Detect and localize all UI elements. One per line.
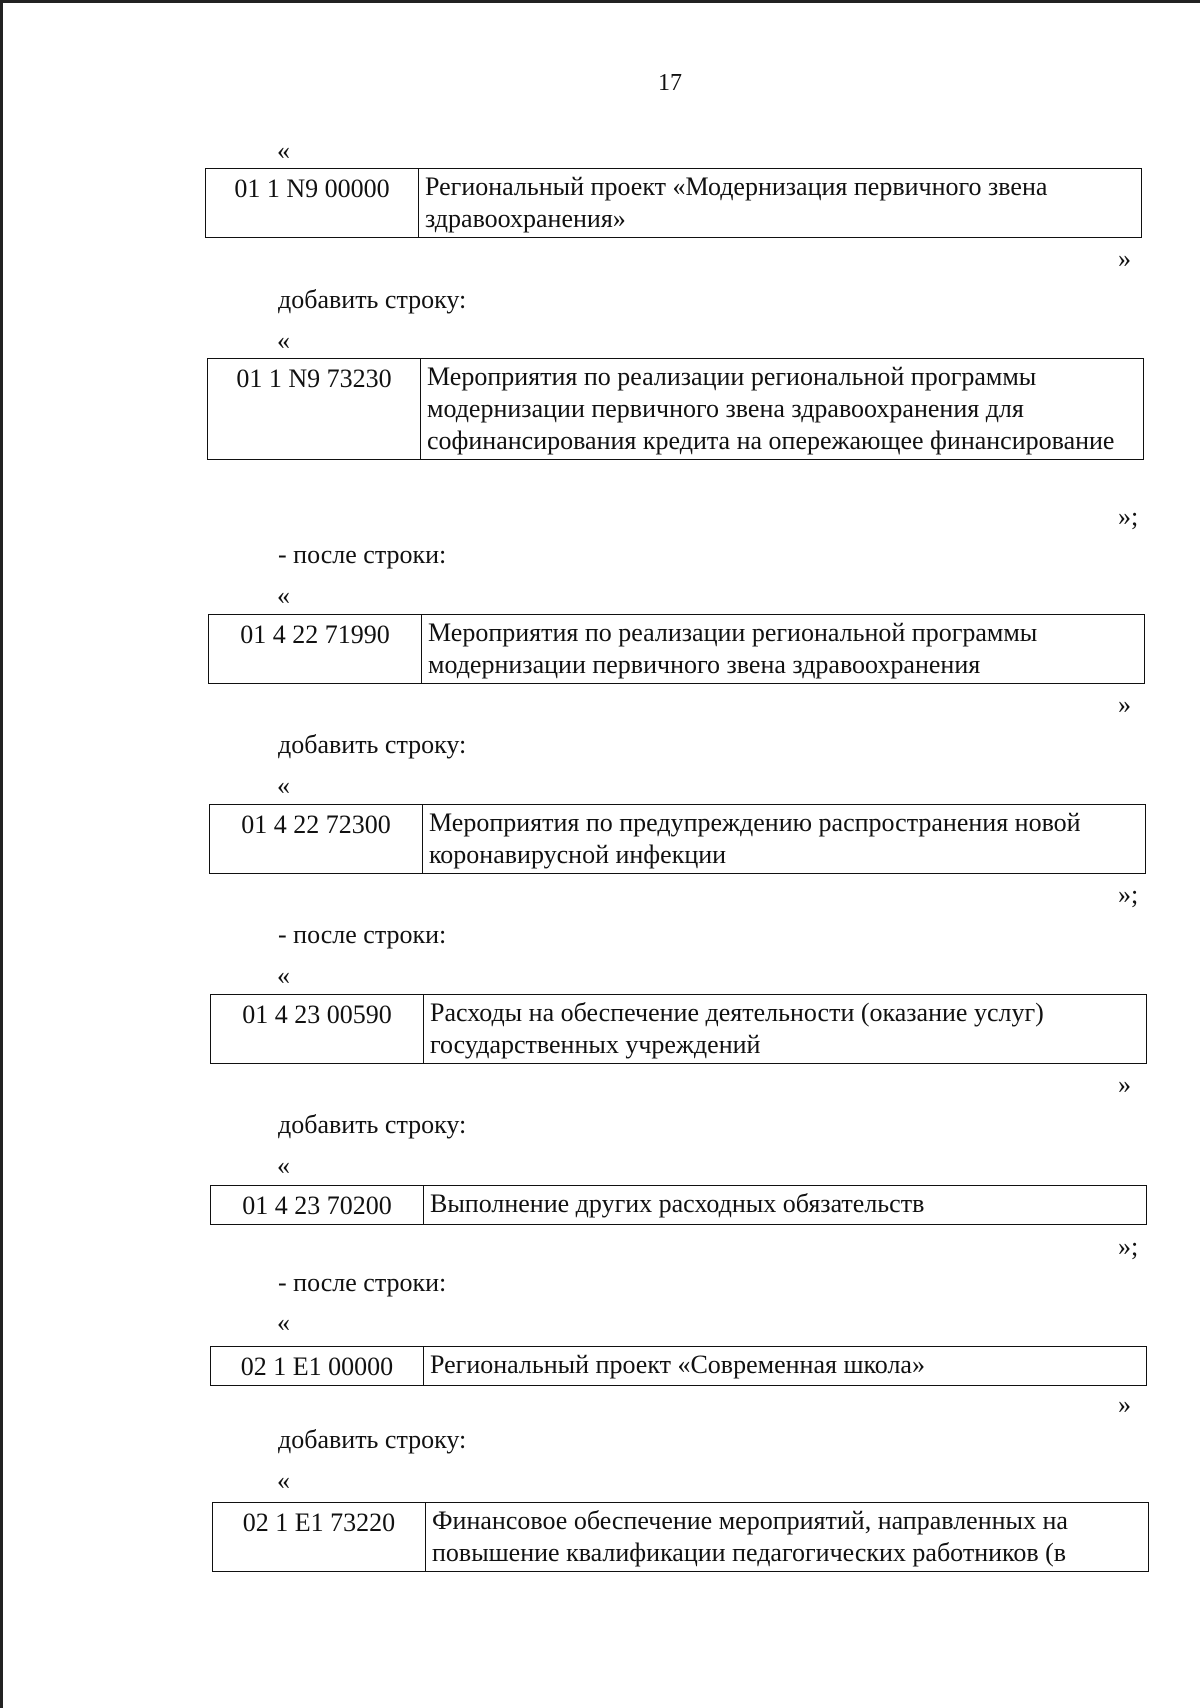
description-cell: Финансовое обеспечение мероприятий, направленных на повышение квалификации педагогических работников (в xyxy=(426,1503,1149,1572)
code-cell: 02 1 E1 00000 xyxy=(211,1347,424,1386)
code-cell: 01 4 22 72300 xyxy=(210,805,423,874)
budget-code-table xyxy=(207,358,1144,460)
description-cell: Расходы на обеспечение деятельности (оказание услуг) государственных учреждений xyxy=(424,995,1147,1064)
quote-close: »; xyxy=(1118,502,1139,531)
budget-code-table xyxy=(210,1185,1147,1225)
instruction-text: - после строки: xyxy=(278,920,447,949)
quote-open: « xyxy=(277,771,290,800)
quote-close: » xyxy=(1118,1390,1131,1419)
quote-open: « xyxy=(277,1151,290,1180)
table-row xyxy=(206,169,1142,238)
page-number: 17 xyxy=(658,70,682,96)
table-row xyxy=(208,359,1144,460)
code-cell: 02 1 E1 73220 xyxy=(213,1503,426,1572)
budget-code-table xyxy=(208,614,1145,684)
budget-code-table xyxy=(210,1346,1147,1386)
budget-code-table xyxy=(205,168,1142,238)
description-cell: Региональный проект «Модернизация первичного звена здравоохранения» xyxy=(419,169,1142,238)
budget-code-table xyxy=(212,1502,1149,1572)
table-row xyxy=(210,805,1146,874)
quote-open: « xyxy=(277,326,290,355)
quote-close: » xyxy=(1118,690,1131,719)
quote-close: »; xyxy=(1118,880,1139,909)
description-cell: Мероприятия по реализации региональной программы модернизации первичного звена здравоохранения для софинансирования кредита на опережающее финансирование xyxy=(421,359,1144,460)
code-cell: 01 1 N9 00000 xyxy=(206,169,419,238)
table-row xyxy=(213,1503,1149,1572)
table-row xyxy=(209,615,1145,684)
quote-open: « xyxy=(277,581,290,610)
description-cell: Региональный проект «Современная школа» xyxy=(424,1347,1147,1386)
instruction-text: добавить строку: xyxy=(278,730,467,759)
description-cell: Мероприятия по предупреждению распространения новой коронавирусной инфекции xyxy=(423,805,1146,874)
quote-open: « xyxy=(277,961,290,990)
quote-close: »; xyxy=(1118,1232,1139,1261)
scan-edge-left xyxy=(0,0,3,1708)
table-row xyxy=(211,1186,1147,1225)
table-row xyxy=(211,995,1147,1064)
description-cell: Мероприятия по реализации региональной программы модернизации первичного звена здравоохранения xyxy=(422,615,1145,684)
code-cell: 01 1 N9 73230 xyxy=(208,359,421,460)
instruction-text: - после строки: xyxy=(278,540,447,569)
quote-open: « xyxy=(277,1308,290,1337)
quote-close: » xyxy=(1118,244,1131,273)
budget-code-table xyxy=(210,994,1147,1064)
quote-close: » xyxy=(1118,1070,1131,1099)
instruction-text: добавить строку: xyxy=(278,1425,467,1454)
table-row xyxy=(211,1347,1147,1386)
budget-code-table xyxy=(209,804,1146,874)
instruction-text: добавить строку: xyxy=(278,1110,467,1139)
instruction-text: добавить строку: xyxy=(278,285,467,314)
code-cell: 01 4 23 70200 xyxy=(211,1186,424,1225)
quote-open: « xyxy=(277,136,290,165)
code-cell: 01 4 23 00590 xyxy=(211,995,424,1064)
description-cell: Выполнение других расходных обязательств xyxy=(424,1186,1147,1225)
quote-open: « xyxy=(277,1466,290,1495)
instruction-text: - после строки: xyxy=(278,1268,447,1297)
scan-edge-top xyxy=(0,0,1200,3)
code-cell: 01 4 22 71990 xyxy=(209,615,422,684)
